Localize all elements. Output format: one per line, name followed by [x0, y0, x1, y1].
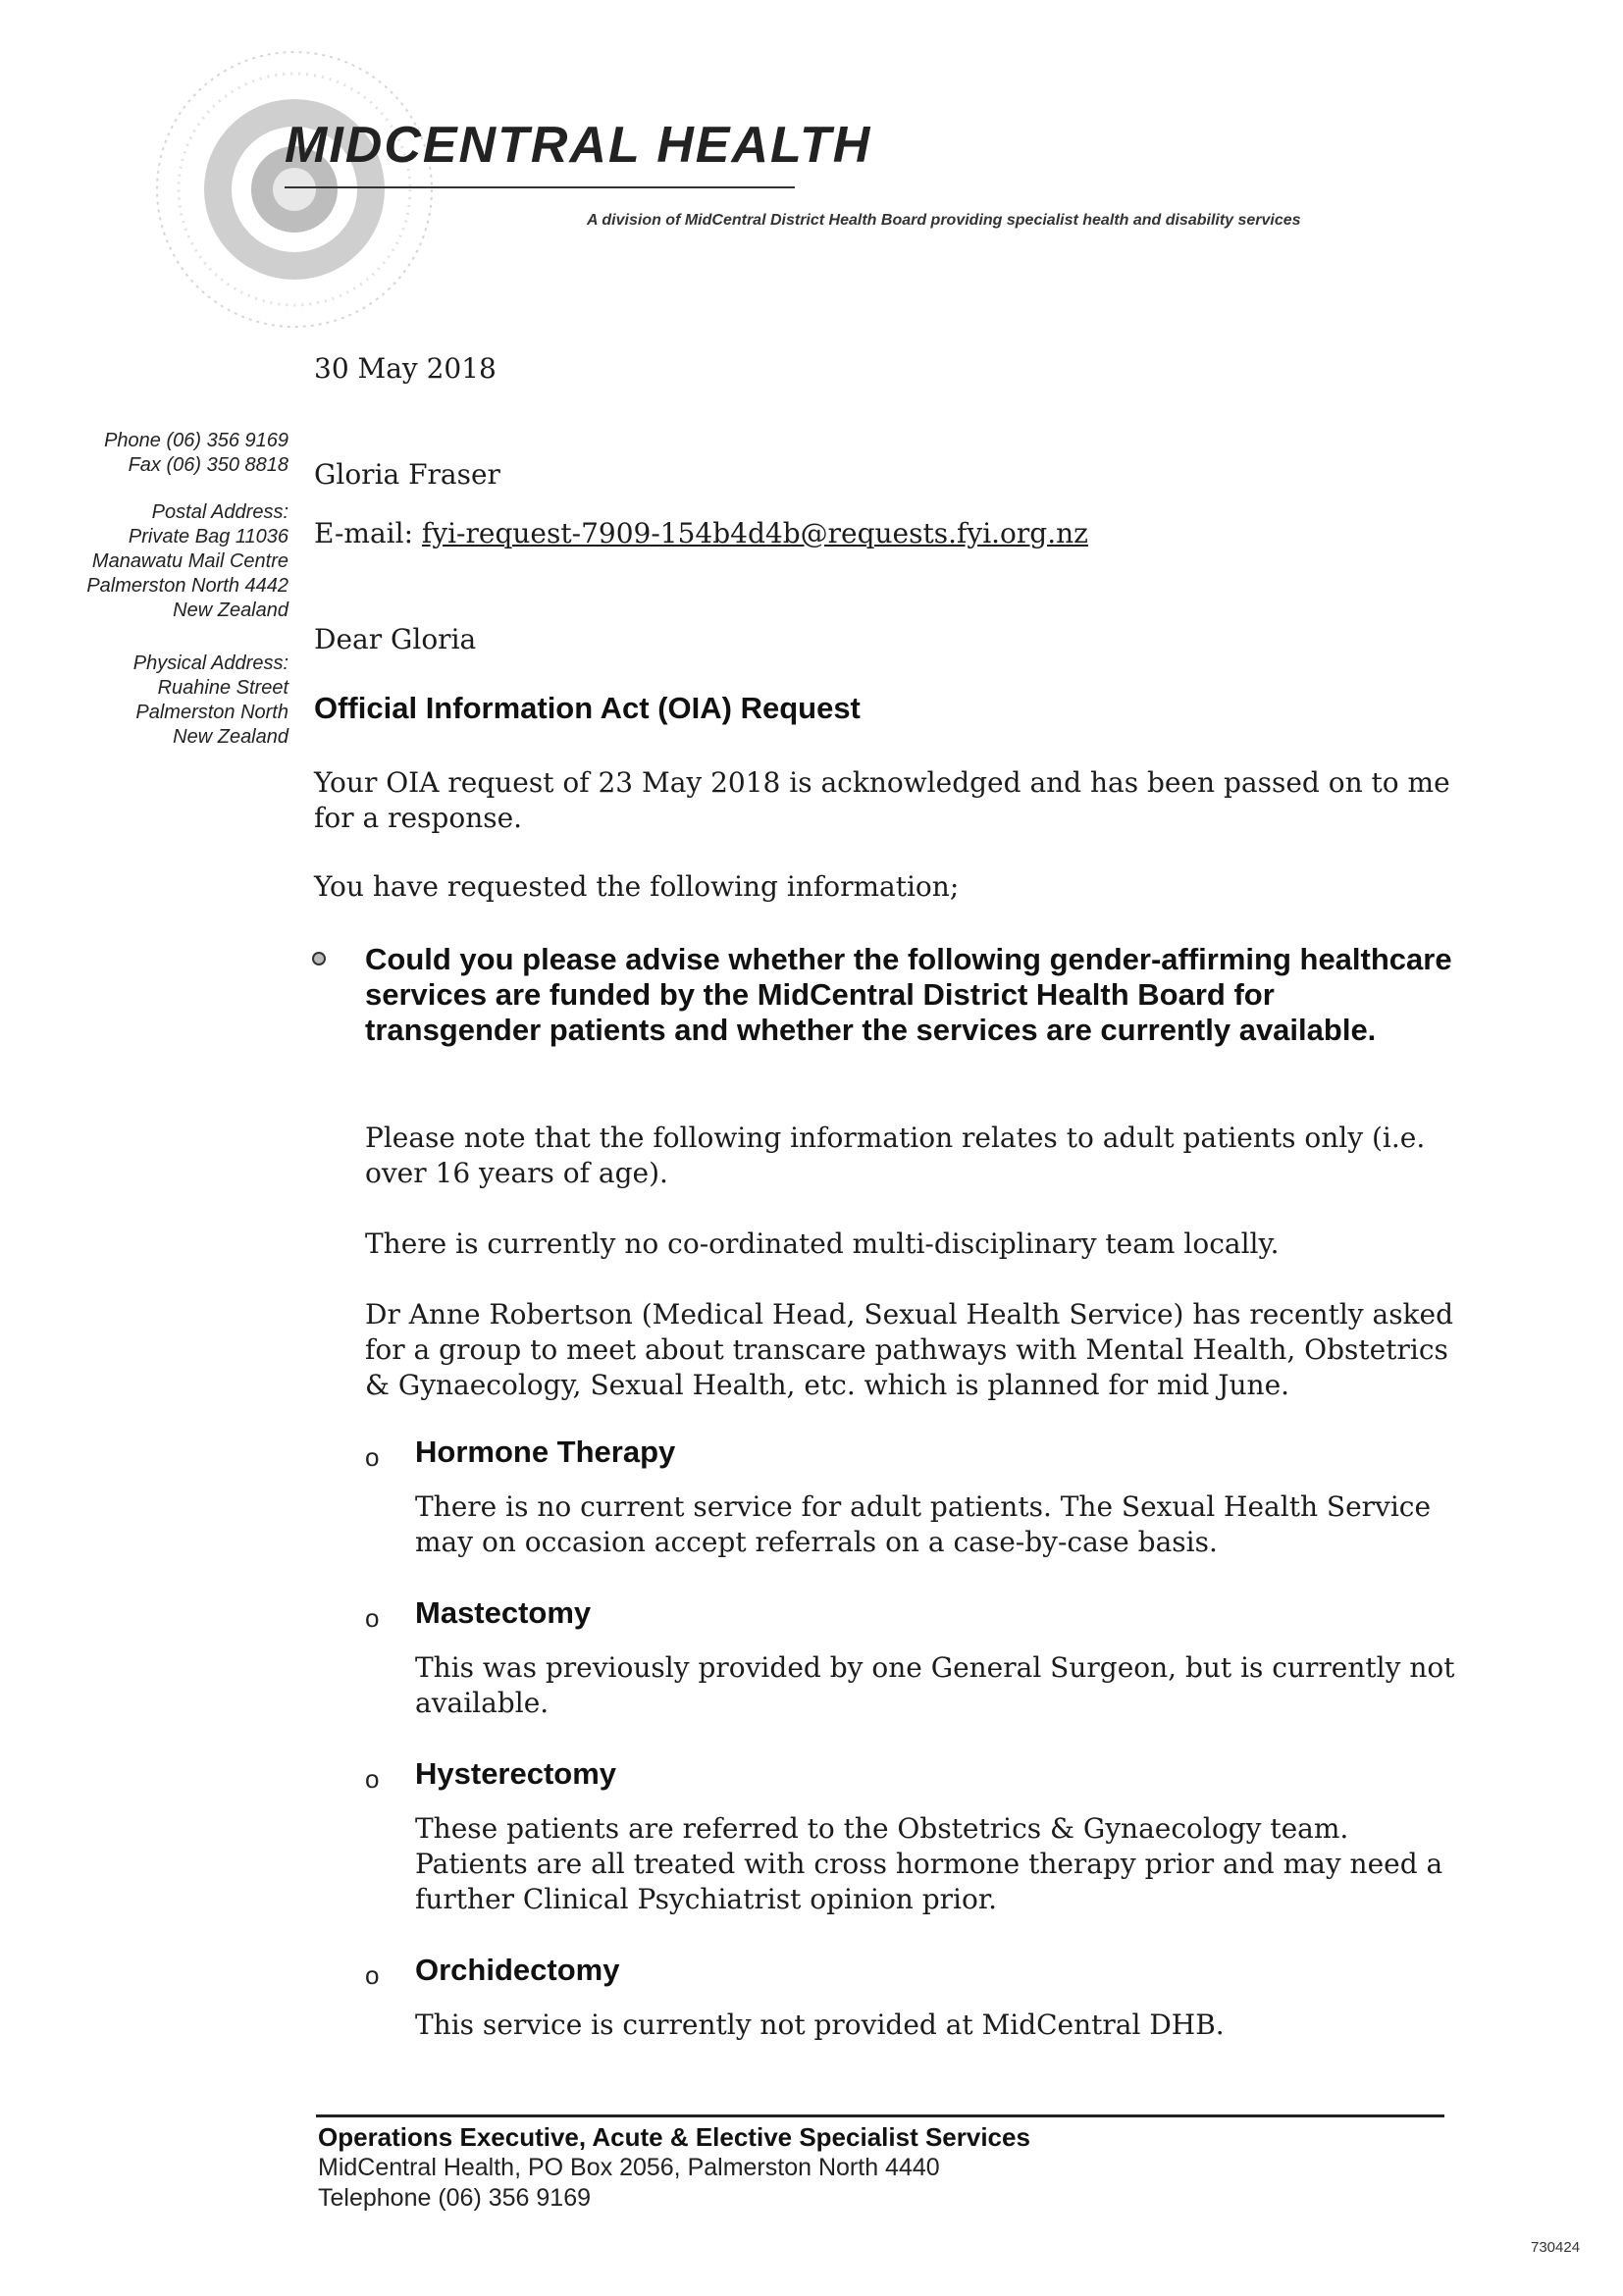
logo-icon: [152, 47, 437, 332]
footer-address: MidCentral Health, PO Box 2056, Palmerston North 4440: [318, 2154, 940, 2181]
postal-address-line: Palmerston North 4442: [86, 575, 288, 597]
sender-fax: Fax (06) 350 8818: [128, 454, 288, 476]
sub-bullet-icon: o: [365, 1764, 380, 1794]
note-paragraph: Dr Anne Robertson (Medical Head, Sexual Health Service) has recently asked for a group to meet about transcare pathways with Mental Health, Obstetrics & Gynaecology, Sexual Health, etc. which is planned for mid June.: [365, 1298, 1454, 1401]
section-text: This was previously provided by one General Surgeon, but is currently not available.: [415, 1651, 1455, 1719]
physical-address-line: New Zealand: [173, 726, 288, 748]
physical-address: [133, 652, 288, 750]
physical-address-line: Ruahine Street: [157, 677, 288, 699]
section-heading-hysterectomy: Hysterectomy: [415, 1756, 617, 1791]
section-heading-orchidectomy: Orchidectomy: [415, 1953, 620, 1987]
recipient-name: Gloria Fraser: [314, 458, 500, 491]
footer-title: Operations Executive, Acute & Elective Specialist Services: [318, 2122, 1030, 2152]
email-label: E-mail:: [314, 517, 414, 549]
sender-contact: [104, 429, 288, 478]
body-paragraph: Your OIA request of 23 May 2018 is acknowledged and has been passed on to me for a response.: [314, 766, 1450, 834]
sub-bullet-icon: o: [365, 1960, 380, 1990]
salutation: Dear Gloria: [314, 623, 477, 655]
recipient-email: [314, 516, 1088, 551]
physical-address-label: Physical Address:: [132, 652, 288, 674]
sub-bullet-icon: o: [365, 1442, 380, 1472]
postal-address-label: Postal Address:: [151, 501, 288, 523]
body-paragraph: You have requested the following information;: [314, 870, 960, 903]
letter-subject: Official Information Act (OIA) Request: [314, 691, 861, 725]
document-code: 730424: [1531, 2239, 1581, 2256]
postal-address: [86, 500, 288, 623]
section-heading-mastectomy: Mastectomy: [415, 1595, 592, 1630]
bullet-icon: [312, 952, 326, 965]
sub-bullet-icon: o: [365, 1603, 380, 1633]
section-heading-hormone-therapy: Hormone Therapy: [415, 1435, 676, 1469]
request-question: Could you please advise whether the following gender-affirming healthcare services are funded by the MidCentral District Health Board for transgender patients and whether the services are currently available.: [365, 942, 1452, 1047]
organization-name: MIDCENTRAL HEALTH: [285, 117, 872, 174]
footer-phone: Telephone (06) 356 9169: [318, 2184, 592, 2212]
section-text: This service is currently not provided at MidCentral DHB.: [415, 2009, 1225, 2041]
letterhead-rule: [285, 186, 795, 188]
section-text: There is no current service for adult patients. The Sexual Health Service may on occasion accept referrals on a case-by-case basis.: [415, 1490, 1432, 1558]
letterhead-tagline: A division of MidCentral District Health Board providing specialist health and disability services: [587, 212, 1301, 229]
postal-address-line: Private Bag 11036: [128, 526, 288, 548]
section-text: These patients are referred to the Obstetrics & Gynaecology team. Patients are all treated with cross hormone therapy prior and may need a further Clinical Psychiatrist opinion prior.: [415, 1812, 1443, 1915]
footer-rule: [316, 2114, 1444, 2117]
note-paragraph: There is currently no co-ordinated multi-disciplinary team locally.: [365, 1227, 1280, 1260]
email-link[interactable]: fyi-request-7909-154b4d4b@requests.fyi.org.nz: [421, 517, 1088, 549]
sender-phone: Phone (06) 356 9169: [104, 430, 288, 451]
postal-address-line: New Zealand: [173, 600, 288, 621]
letter-date: 30 May 2018: [314, 352, 497, 385]
postal-address-line: Manawatu Mail Centre: [91, 550, 288, 572]
physical-address-line: Palmerston North: [135, 702, 288, 723]
note-paragraph: Please note that the following information relates to adult patients only (i.e. over 16 years of age).: [365, 1122, 1426, 1189]
